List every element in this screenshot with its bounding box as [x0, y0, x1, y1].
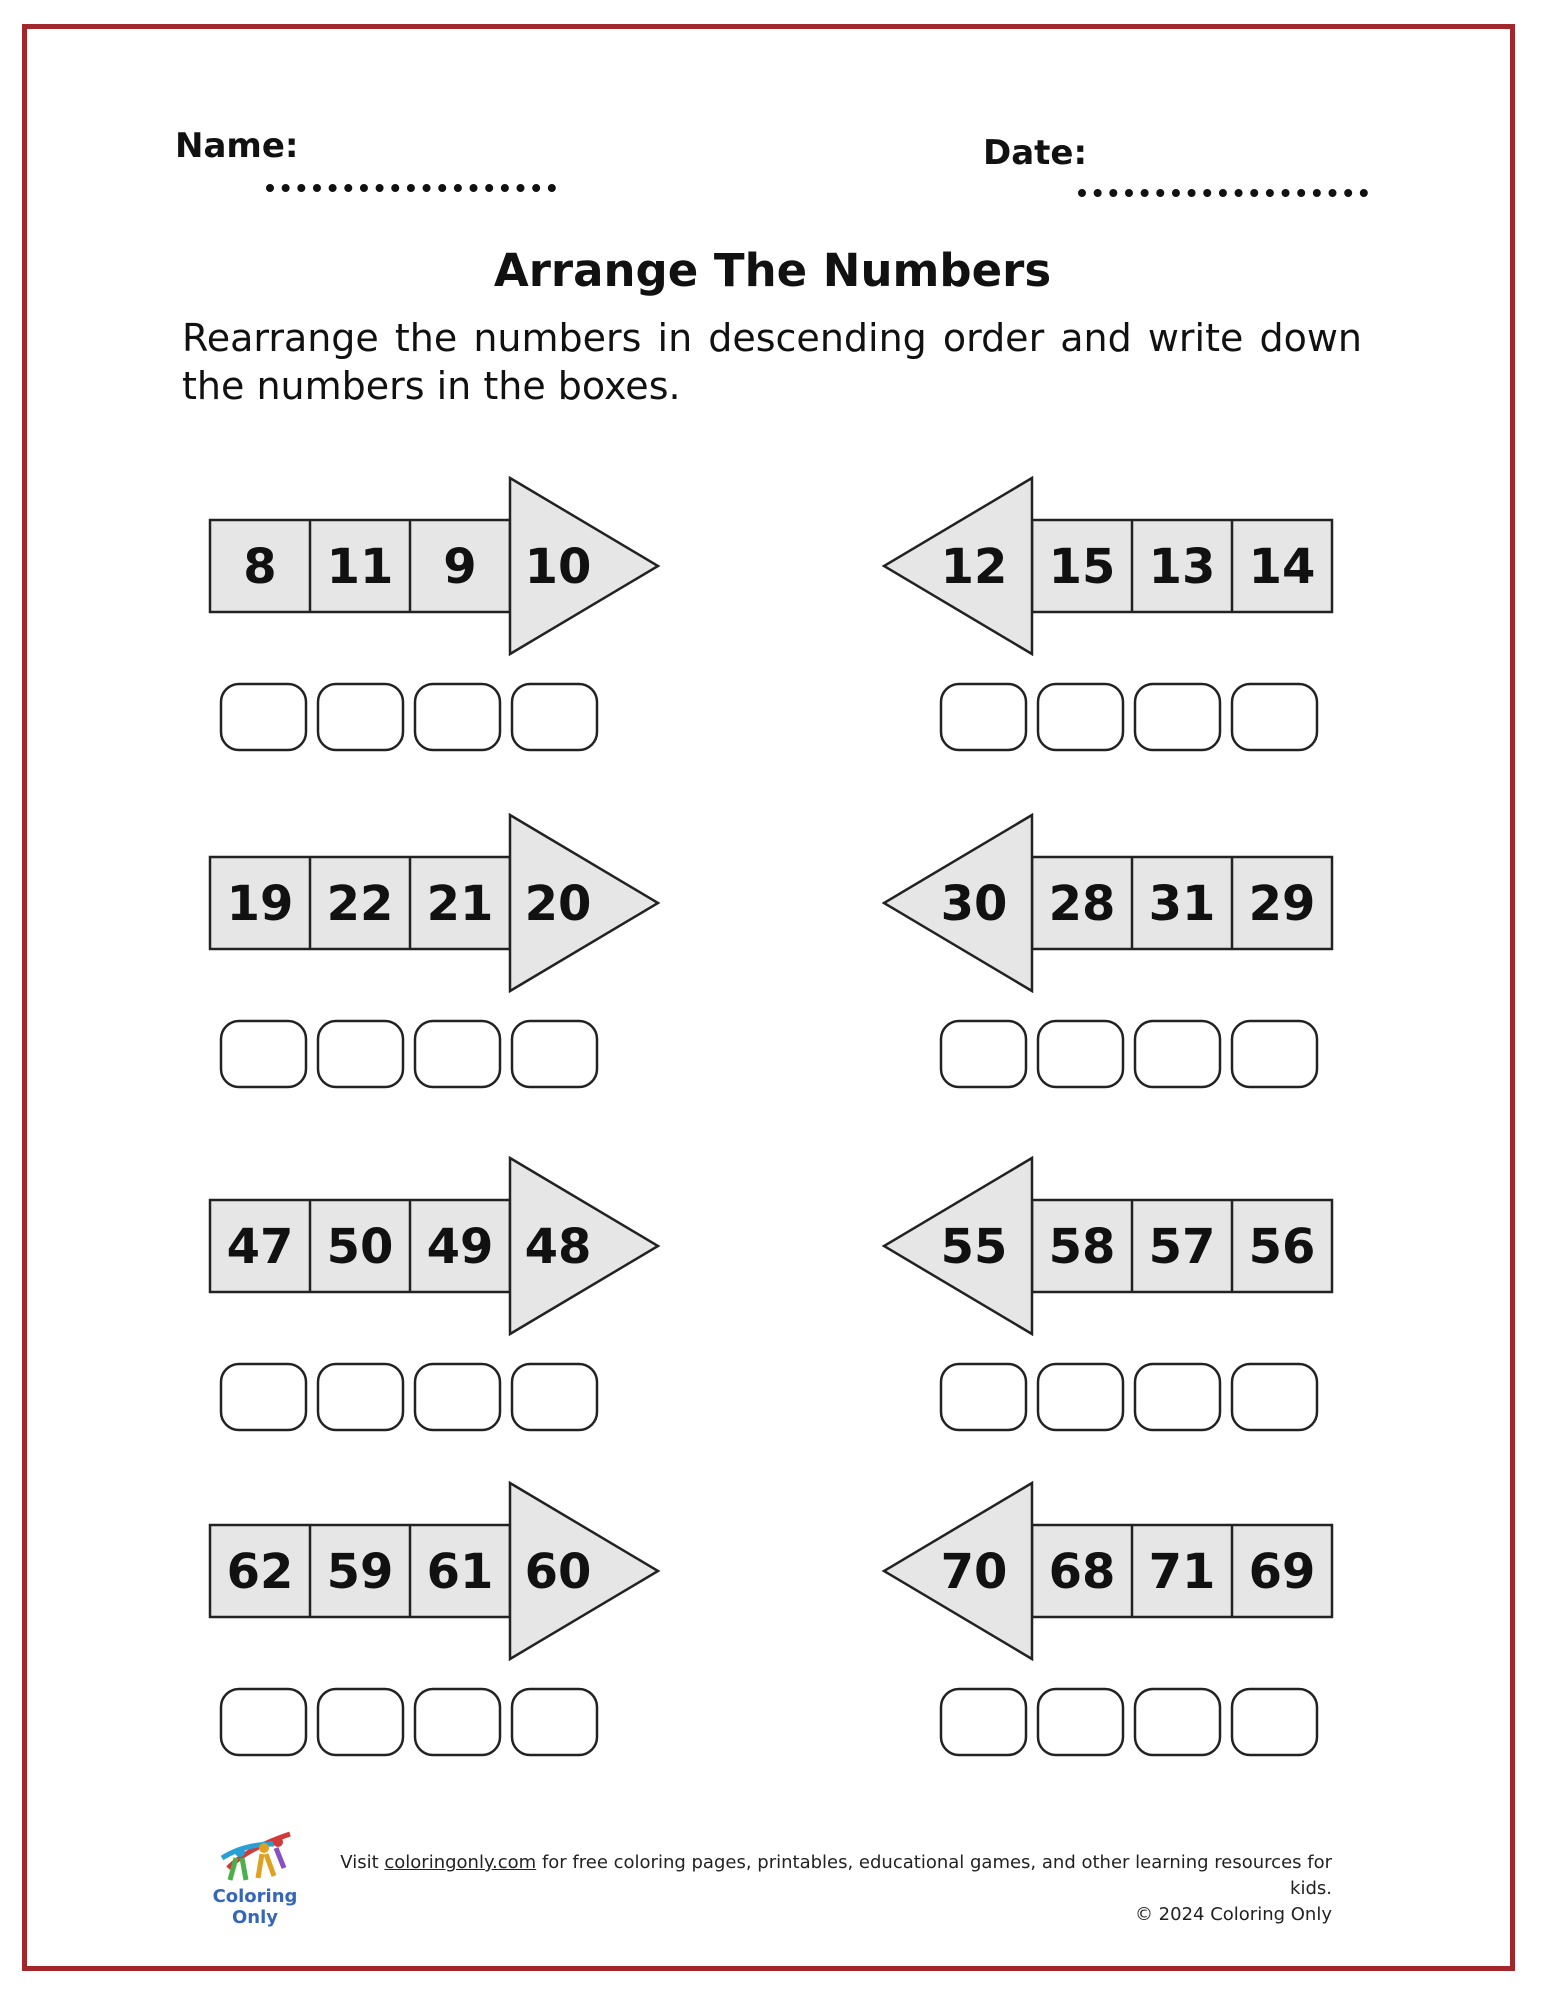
- arrow-number: 58: [1048, 1219, 1116, 1275]
- arrow-exercise-7: [210, 1483, 658, 1659]
- arrow-number: 19: [226, 876, 294, 932]
- answer-box-5-1[interactable]: [221, 1364, 306, 1430]
- arrow-number: 62: [226, 1544, 294, 1600]
- answer-box-3-2[interactable]: [318, 1021, 403, 1087]
- arrow-number: 9: [443, 539, 477, 595]
- arrow-number: 69: [1248, 1544, 1316, 1600]
- arrow-number: 56: [1248, 1219, 1316, 1275]
- answer-box-6-2[interactable]: [1038, 1364, 1123, 1430]
- arrow-number: 50: [326, 1219, 394, 1275]
- answer-box-6-3[interactable]: [1135, 1364, 1220, 1430]
- coloring-only-logo-icon: [218, 1828, 298, 1886]
- arrow-number: 29: [1248, 876, 1316, 932]
- answer-box-1-3[interactable]: [415, 684, 500, 750]
- arrow-number: 61: [426, 1544, 494, 1600]
- arrow-number: 21: [426, 876, 494, 932]
- arrow-exercise-4: [884, 815, 1332, 991]
- arrow-number: 11: [326, 539, 394, 595]
- footer: [300, 1850, 1332, 1928]
- instructions: Rearrange the numbers in descending order and write down the numbers in the boxes.: [182, 316, 1362, 408]
- answer-box-4-4[interactable]: [1232, 1021, 1317, 1087]
- arrow-number: 13: [1148, 539, 1216, 595]
- answer-box-4-1[interactable]: [941, 1021, 1026, 1087]
- answer-box-2-1[interactable]: [941, 684, 1026, 750]
- answer-box-3-1[interactable]: [221, 1021, 306, 1087]
- answer-box-4-2[interactable]: [1038, 1021, 1123, 1087]
- coloringonly-link[interactable]: coloringonly.com: [384, 1852, 537, 1873]
- date-label: Date:: [983, 133, 1088, 173]
- answer-box-2-2[interactable]: [1038, 684, 1123, 750]
- arrow-exercise-8: [884, 1483, 1332, 1659]
- arrow-number: 48: [524, 1219, 592, 1275]
- arrow-number: 12: [940, 539, 1008, 595]
- arrow-number: 31: [1148, 876, 1216, 932]
- answer-box-7-2[interactable]: [318, 1689, 403, 1755]
- arrow-exercise-3: [210, 815, 658, 991]
- answer-box-2-3[interactable]: [1135, 684, 1220, 750]
- footer-visit-line: Visit coloringonly.com for free coloring pages, printables, educational games, and other learning resources for kids.: [340, 1852, 1332, 1899]
- answer-box-8-1[interactable]: [941, 1689, 1026, 1755]
- answer-box-6-4[interactable]: [1232, 1364, 1317, 1430]
- page-title: Arrange The Numbers: [493, 244, 1052, 297]
- arrow-number: 47: [226, 1219, 294, 1275]
- arrow-exercise-6: [884, 1158, 1332, 1334]
- answer-box-8-3[interactable]: [1135, 1689, 1220, 1755]
- arrow-exercise-5: [210, 1158, 658, 1334]
- arrow-number: 28: [1048, 876, 1116, 932]
- answer-box-3-3[interactable]: [415, 1021, 500, 1087]
- arrow-number: 30: [940, 876, 1008, 932]
- arrow-number: 59: [326, 1544, 394, 1600]
- logo-text: Coloring Only: [212, 1886, 298, 1928]
- answer-box-8-4[interactable]: [1232, 1689, 1317, 1755]
- arrow-number: 14: [1248, 539, 1316, 595]
- arrow-number: 15: [1048, 539, 1116, 595]
- answer-box-1-1[interactable]: [221, 684, 306, 750]
- footer-copyright: © 2024 Coloring Only: [1134, 1904, 1332, 1925]
- arrow-exercise-1: [210, 478, 658, 654]
- arrow-number: 68: [1048, 1544, 1116, 1600]
- arrow-number: 70: [940, 1544, 1008, 1600]
- arrow-number: 60: [524, 1544, 592, 1600]
- arrow-exercise-2: [884, 478, 1332, 654]
- answer-box-5-3[interactable]: [415, 1364, 500, 1430]
- arrow-number: 49: [426, 1219, 494, 1275]
- answer-box-2-4[interactable]: [1232, 684, 1317, 750]
- answer-box-7-4[interactable]: [512, 1689, 597, 1755]
- answer-box-1-4[interactable]: [512, 684, 597, 750]
- answer-box-7-3[interactable]: [415, 1689, 500, 1755]
- answer-box-3-4[interactable]: [512, 1021, 597, 1087]
- arrow-number: 71: [1148, 1544, 1216, 1600]
- answer-box-1-2[interactable]: [318, 684, 403, 750]
- answer-box-4-3[interactable]: [1135, 1021, 1220, 1087]
- answer-box-5-2[interactable]: [318, 1364, 403, 1430]
- answer-box-7-1[interactable]: [221, 1689, 306, 1755]
- name-label: Name:: [175, 126, 299, 166]
- arrow-number: 57: [1148, 1219, 1216, 1275]
- answer-box-8-2[interactable]: [1038, 1689, 1123, 1755]
- arrow-number: 20: [524, 876, 592, 932]
- arrow-number: 22: [326, 876, 394, 932]
- answer-box-5-4[interactable]: [512, 1364, 597, 1430]
- answer-box-6-1[interactable]: [941, 1364, 1026, 1430]
- arrow-number: 10: [524, 539, 592, 595]
- arrow-number: 55: [940, 1219, 1008, 1275]
- arrow-number: 8: [243, 539, 277, 595]
